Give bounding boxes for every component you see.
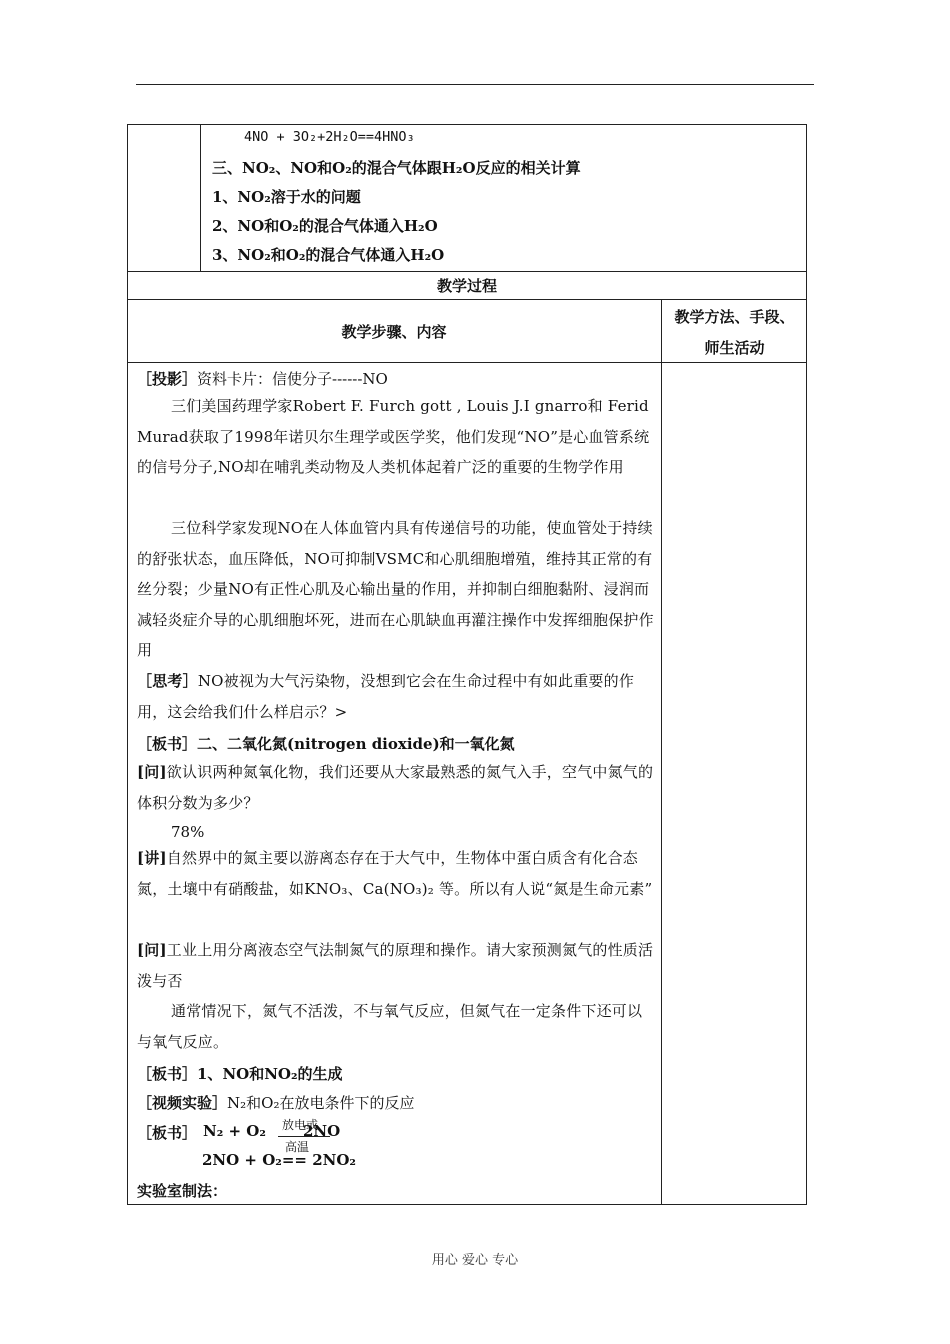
equation-line: 4NO + 3O₂+2H₂O==4HNO₃: [244, 129, 415, 145]
list-item: 2、NO和O₂的混合气体通入H₂O: [212, 217, 438, 235]
header-rule: [136, 84, 814, 85]
tag: [问]: [137, 763, 167, 781]
table-divider: [661, 299, 662, 1205]
process-header: 教学过程: [436, 277, 497, 295]
section-heading: 三、NO₂、NO和O₂的混合气体跟H₂O反应的相关计算: [212, 159, 581, 177]
text: 自然界中的氮主要以游离态存在于大气中，生物体中蛋白质含有化合态氮，土壤中有硝酸盐，如KNO₃、Ca(NO₃)₂ 等。所以有人说“氮是生命元素”: [137, 849, 653, 898]
board-heading: ［板书］二、二氧化氮(nitrogen dioxide)和一氧化氮: [137, 735, 515, 753]
methods-column-header: 教学方法、手段、: [674, 308, 795, 326]
steps-column-header: 教学步骤、内容: [341, 323, 447, 341]
condition-top: 放电或: [282, 1118, 319, 1132]
reactants: N₂ + O₂: [203, 1122, 266, 1140]
board-heading: ［板书］1、NO和NO₂的生成: [137, 1065, 343, 1083]
tag: ［投影］: [137, 370, 198, 388]
table-divider: [127, 299, 807, 300]
board-tag: ［板书］: [137, 1124, 198, 1142]
table-divider: [200, 124, 201, 271]
section-label: 实验室制法：: [137, 1182, 228, 1200]
product: 2NO: [303, 1122, 341, 1140]
answer: 78%: [171, 823, 205, 841]
paragraph: [137, 368, 388, 389]
paragraph: [137, 757, 655, 818]
list-item: 1、NO₂溶于水的问题: [212, 188, 361, 206]
tag: ［视频实验］: [137, 1094, 228, 1112]
text: N₂和O₂在放电条件下的反应: [227, 1094, 415, 1112]
tag: [问]: [137, 941, 167, 959]
list-item: 3、NO₂和O₂的混合气体通入H₂O: [212, 246, 445, 264]
text: 资料卡片：信使分子------NO: [197, 370, 388, 388]
condition-bottom: 高温: [285, 1140, 310, 1154]
paragraph: [137, 843, 655, 904]
paragraph: [137, 666, 655, 727]
text: NO被视为大气污染物，没想到它会在生命过程中有如此重要的作用，这会给我们什么样启示？>: [137, 672, 635, 721]
table-divider: [127, 271, 807, 272]
text: 工业上用分离液态空气法制氮气的原理和操作。请大家预测氮气的性质活泼与否: [137, 941, 654, 990]
equation: 2NO + O₂== 2NO₂: [202, 1151, 357, 1169]
page-footer: 用心 爱心 专心: [431, 1253, 519, 1268]
tag: [讲]: [137, 849, 167, 867]
paragraph: [137, 935, 655, 996]
table-divider: [127, 362, 807, 363]
text: 欲认识两种氮氧化物，我们还要从大家最熟悉的氮气入手，空气中氮气的体积分数为多少？: [137, 763, 654, 812]
methods-column-header-2: 师生活动: [704, 339, 765, 357]
paragraph: 三们美国药理学家Robert F. Furch gott , Louis J.I gnarro和 Ferid Murad获取了1998年诺贝尔生理学或医学奖，他们发现“NO”是心血管系统的信号分子,NO却在哺乳类动物及人类机体起着广泛的重要的生物学作用: [137, 397, 650, 476]
paragraph: 通常情况下，氮气不活泼，不与氧气反应，但氮气在一定条件下还可以与氧气反应。: [137, 1002, 643, 1051]
paragraph: [137, 1092, 414, 1113]
paragraph: 三位科学家发现NO在人体血管内具有传递信号的功能，使血管处于持续的舒张状态，血压降低，NO可抑制VSMC和心肌细胞增殖，维持其正常的有丝分裂；少量NO有正性心肌及心输出量的作用，并抑制白细胞黏附、浸润而减轻炎症介导的心肌细胞坏死，进而在心肌缺血再灌注操作中发挥细胞保护作用: [137, 519, 654, 659]
tag: ［思考］: [137, 672, 198, 690]
